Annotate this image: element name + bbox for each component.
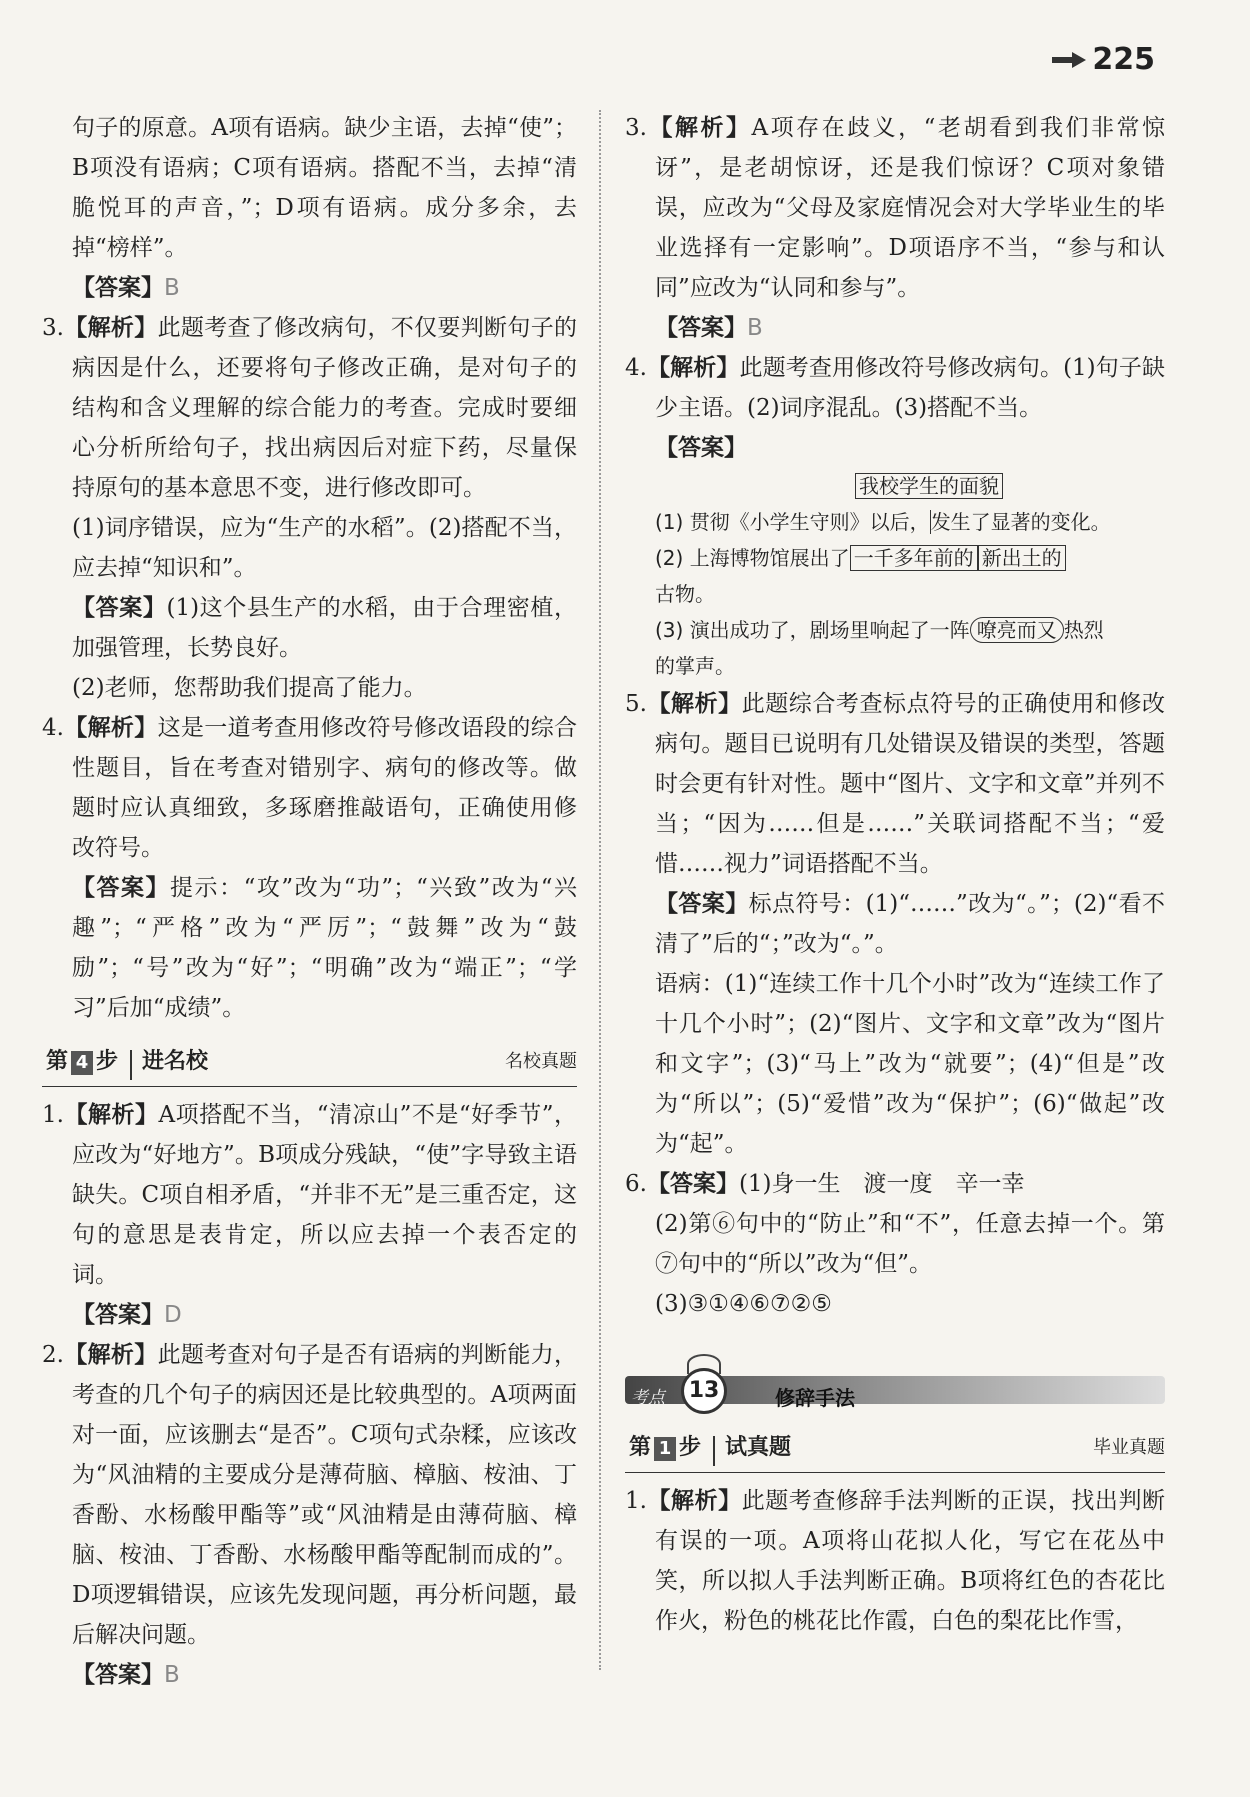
paragraph: (2)老师，您帮助我们提高了能力。 (72, 675, 427, 701)
paragraph: (1)词序错误，应为“生产的水稻”。(2)搭配不当，应去掉“知识和”。 (72, 515, 577, 581)
right-column (625, 108, 1165, 1641)
section-title: 修辞手法 (775, 1386, 855, 1410)
step-header-1: 第 1 步 试真题 毕业真题 (625, 1428, 1165, 1473)
item-5: 5.【解析】此题综合考查标点符号的正确使用和修改病句。题目已说明有几处错误及错误的类型，答题时会更有针对性。题中“图片、文字和文章”并列不当；“因为……但是……”关联词搭配不当；“爱惜……视力”词语搭配不当。 (625, 691, 1166, 877)
answer: 【答案】提示：“攻”改为“功”；“兴致”改为“兴趣”；“严格”改为“严厉”；“鼓舞”改为“鼓励”；“号”改为“好”；“明确”改为“端正”；“学习”后加“成绩”。 (72, 875, 578, 1021)
deletion-mark: 嘹亮而又 (970, 617, 1064, 643)
item-3: 3.【解析】此题考查了修改病句，不仅要判断句子的病因是什么，还要将句子修改正确，是对句子的结构和含义理解的综合能力的考查。完成时要细心分析所给句子，找出病因后对症下药，尽量保持原句的基本意思不变，进行修改即可。 (42, 315, 578, 501)
page-number: 225 (1052, 42, 1155, 77)
answer: 【答案】 (655, 435, 747, 461)
item-1: 1.【解析】此题考查修辞手法判断的正误，找出判断有误的一项。A项将山花拟人化，写它在花丛中笑，所以拟人手法判断正确。B项将红色的杏花比作火，粉色的桃花比作霞，白色的梨花比作雪， (625, 1488, 1166, 1634)
paragraph: (3)③①④⑥⑦②⑤ (655, 1291, 832, 1317)
answer: 【答案】D (72, 1302, 182, 1328)
answer: 【答案】(1)这个县生产的水稻，由于合理密植，加强管理，长势良好。 (72, 595, 577, 661)
step-header-4: 第 4 步 进名校 名校真题 (42, 1042, 577, 1087)
arrow-right-icon (1052, 53, 1086, 67)
answer: 【答案】B (72, 275, 180, 301)
paragraph: (2)第⑥句中的“防止”和“不”，任意去掉一个。第⑦句中的“所以”改为“但”。 (655, 1211, 1165, 1277)
paragraph: 句子的原意。A项有语病。缺少主语，去掉“使”；B项没有语病；C项有语病。搭配不当，去掉“清脆悦耳的声音，”；D项有语病。成分多余，去掉“榜样”。 (72, 115, 577, 261)
item-4: 4.【解析】这是一道考查用修改符号修改语段的综合性题目，旨在考查对错别字、病句的修改等。做题时应认真细致，多琢磨推敲语句，正确使用修改符号。 (42, 715, 578, 861)
item-3: 3.【解析】A项存在歧义，“老胡看到我们非常惊讶”，是老胡惊讶，还是我们惊讶？C项对象错误，应改为“父母及家庭情况会对大学毕业生的毕业选择有一定影响”。D项语序不当，“参与和认同”应改为“认同和参与”。 (625, 115, 1165, 301)
item-2: 2.【解析】此题考查对句子是否有语病的判断能力，考查的几个句子的病因还是比较典型的。A项两面对一面，应该删去“是否”。C项句式杂糅，应该改为“风油精的主要成分是薄荷脑、樟脑、桉油、丁香酚、水杨酸甲酯等”或“风油精是由薄荷脑、樟脑、桉油、丁香酚、水杨酸甲酯等配制而成的”。D项逻辑错误，应该先发现问题，再分析问题，最后解决问题。 (42, 1342, 578, 1648)
paragraph: 语病：(1)“连续工作十几个小时”改为“连续工作了十几个小时”；(2)“图片、文字和文章”改为“图片和文字”；(3)“马上”改为“就要”；(4)“但是”改为“所以”；(5)“爱惜”改为“保护”；(6)“做起”改为“起”。 (655, 971, 1165, 1157)
correction-figure: 我校学生的面貌 (1) 贯彻《小学生守则》以后，发生了显著的变化。 (2) 上海博物馆展出了 一千多年前的 新出土的 古物。 (3) 演出成功了，剧场里响起了一阵 嘹亮而又 热烈 的掌声。 (655, 474, 1111, 678)
answer: 【答案】B (72, 1662, 180, 1688)
section-banner: 考点 13 修辞手法 (625, 1354, 1165, 1414)
left-column (42, 108, 577, 1695)
answer: 【答案】标点符号：(1)“……”改为“。”；(2)“看不清了”后的“；”改为“。”。 (655, 891, 1166, 957)
item-1: 1.【解析】A项搭配不当，“清凉山”不是“好季节”，应改为“好地方”。B项成分残缺，“使”字导致主语缺失。C项自相矛盾，“并非不无”是三重否定，这句的意思是表肯定，所以应去掉一个表否定的词。 (42, 1102, 577, 1288)
inserted-text: 我校学生的面貌 (855, 473, 1003, 499)
item-4: 4.【解析】此题考查用修改符号修改病句。(1)句子缺少主语。(2)词序混乱。(3)搭配不当。 (625, 355, 1165, 421)
item-6: 6.【答案】(1)身一生 渡一度 辛一幸 (625, 1171, 1025, 1197)
column-divider (599, 110, 601, 1670)
answer: 【答案】B (655, 315, 763, 341)
